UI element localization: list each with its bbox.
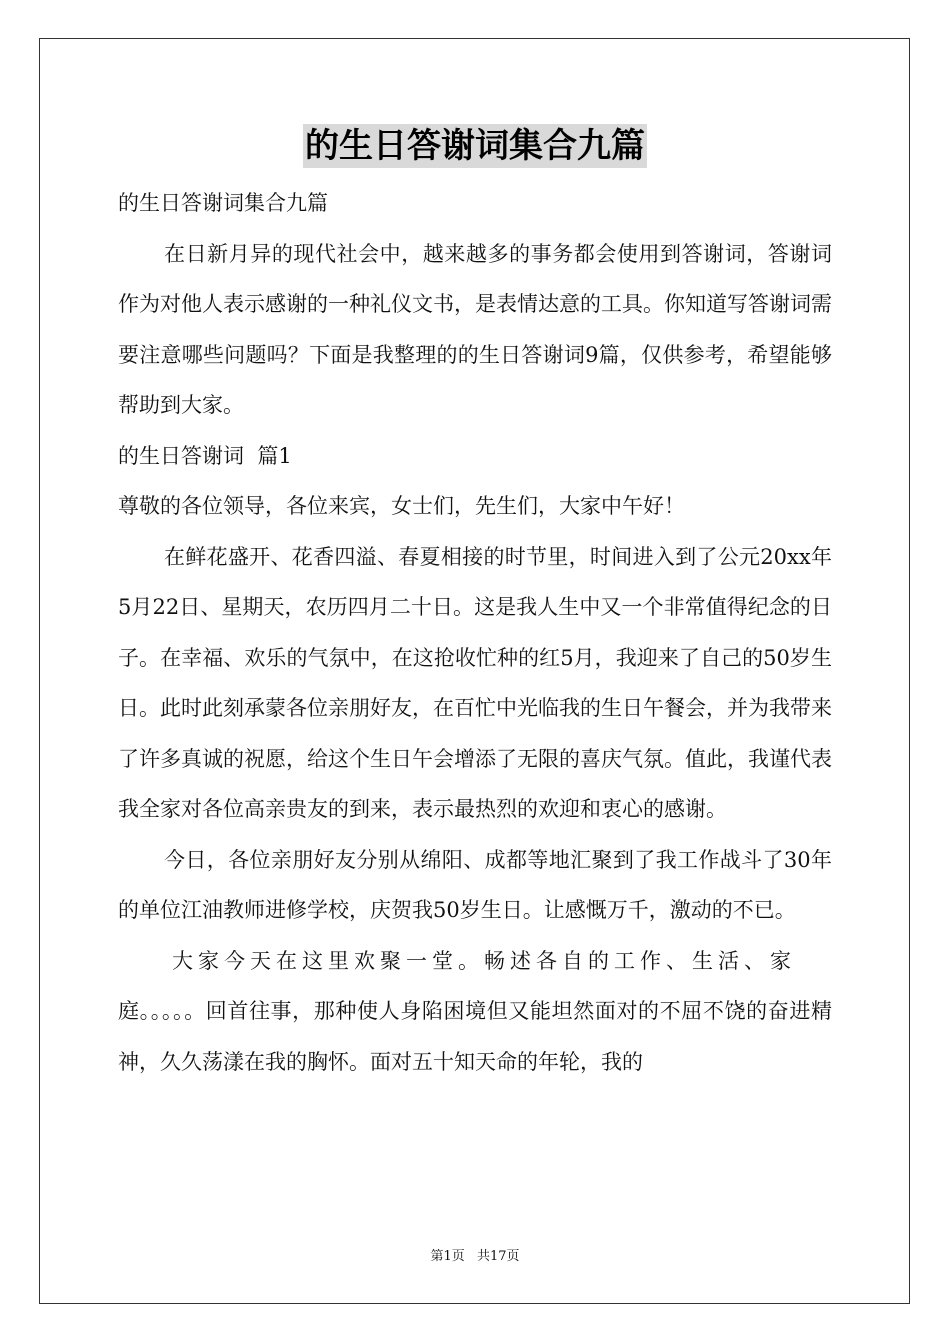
document-title: 的生日答谢词集合九篇 (305, 126, 645, 166)
document-body (118, 178, 832, 1087)
greeting: 尊敬的各位领导，各位来宾，女士们，先生们，大家中午好！ (118, 494, 685, 518)
subtitle: 的生日答谢词集合九篇 (118, 191, 328, 215)
title-wrap (0, 124, 950, 168)
last-paragraph-rest: 庭。。。。。回首往事，那种使人身陷困境但又能坦然面对的不屈不饶的奋进精神，久久荡漾在我的胸怀。面对五十知天命的年轮，我的 (118, 999, 832, 1074)
last-paragraph-first-line: 大家今天在这里欢聚一堂。畅述各自的工作、生活、家 (172, 948, 796, 973)
section-heading: 的生日答谢词 篇1 (118, 443, 292, 468)
intro-paragraph: 在日新月异的现代社会中，越来越多的事务都会使用到答谢词，答谢词作为对他人表示感谢的一种礼仪文书，是表情达意的工具。你知道写答谢词需要注意哪些问题吗？下面是我整理的的生日答谢词9篇，仅供参考，希望能够帮助到大家。 (118, 241, 832, 417)
page-footer (0, 1245, 950, 1264)
page-total: 共17页 (476, 1249, 520, 1264)
body-paragraph: 今日，各位亲朋好友分别从绵阳、成都等地汇聚到了我工作战斗了30年的单位江油教师进修学校，庆贺我50岁生日。让感慨万千，激动的不已。 (118, 847, 832, 922)
page-number: 第1页 (430, 1249, 465, 1264)
body-paragraph: 在鲜花盛开、花香四溢、春夏相接的时节里，时间进入到了公元20xx年5月22日、星期天，农历四月二十日。这是我人生中又一个非常值得纪念的日子。在幸福、欢乐的气氛中，在这抢收忙种的红5月，我迎来了自己的50岁生日。此时此刻承蒙各位亲朋好友，在百忙中光临我的生日午餐会，并为我带来了许多真诚的祝愿，给这个生日午会增添了无限的喜庆气氛。值此，我谨代表我全家对各位高亲贵友的到来，表示最热烈的欢迎和衷心的感谢。 (118, 544, 832, 821)
